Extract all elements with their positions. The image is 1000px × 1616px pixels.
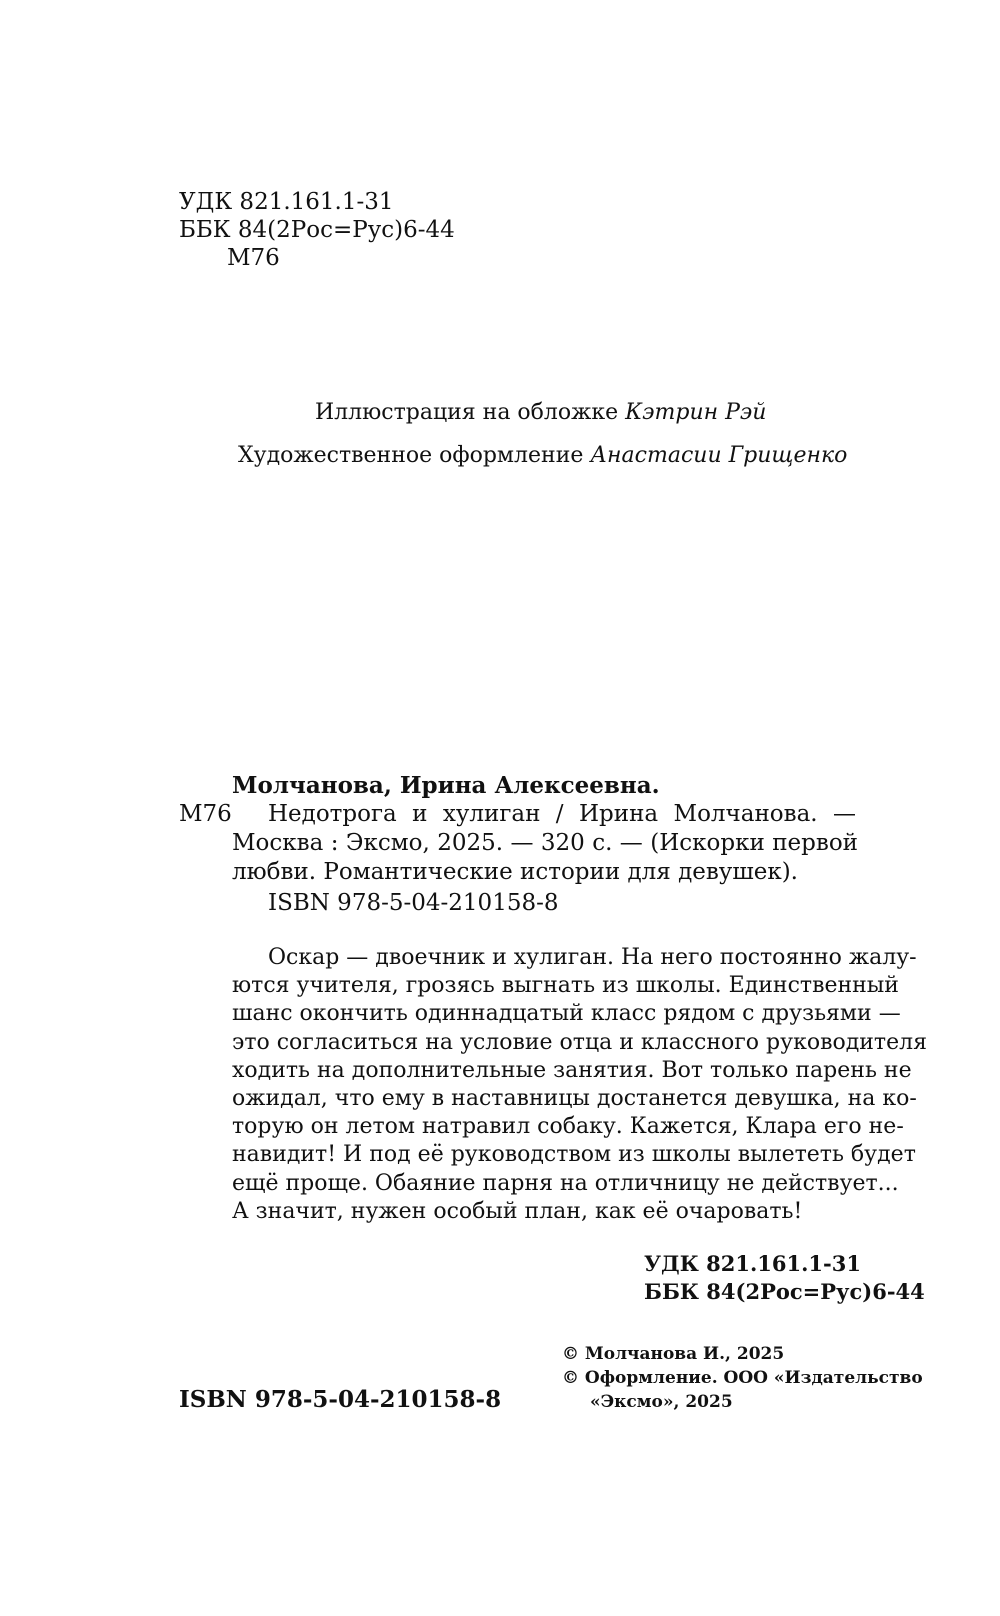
illustration-label: Иллюстрация на обложке (315, 400, 619, 425)
author-heading: Молчанова, Ирина Алексеевна. (232, 772, 660, 799)
illustration-credit (315, 398, 766, 428)
annotation-line: торую он летом натравил собаку. Кажется, Клара его не- (232, 1114, 904, 1140)
annotation-line: ожидал, что ему в наставницы достанется девушка, на ко- (232, 1086, 917, 1112)
bib-isbn: ISBN 978-5-04-210158-8 (268, 890, 559, 916)
illustration-name: Кэтрин Рэй (625, 400, 767, 425)
bib-mark: М76 (179, 801, 232, 827)
annotation-line: Оскар — двоечник и хулиган. На него постоянно жалу- (268, 945, 917, 970)
annotation-line: ходить на дополнительные занятия. Вот только парень не (232, 1057, 912, 1083)
classification-top (179, 188, 455, 272)
bbk-code: ББК 84(2Рос=Рус)6-44 (179, 217, 455, 243)
annotation-line: это согласиться на условие отца и классного руководителя (232, 1029, 927, 1055)
author-mark: М76 (227, 245, 280, 271)
bib-line: Москва : Эксмо, 2025. — 320 с. — (Искорки первой (232, 830, 858, 856)
isbn-bottom: ISBN 978-5-04-210158-8 (179, 1386, 502, 1413)
annotation-line: А значит, нужен особый план, как её очаровать! (232, 1198, 803, 1224)
classification-bottom (644, 1250, 925, 1306)
design-credit (238, 441, 847, 471)
udk-code-bottom: УДК 821.161.1-31 (644, 1251, 861, 1276)
bib-line: любви. Романтические истории для девушек). (232, 859, 798, 885)
copyright-design-cont: «Эксмо», 2025 (590, 1392, 733, 1412)
annotation-line: ещё проще. Обаяние парня на отличницу не действует... (232, 1170, 899, 1196)
bib-record (268, 800, 856, 829)
annotation-line: шанс окончить одиннадцатый класс рядом с друзьями — (232, 1001, 901, 1027)
bib-line: Недотрога и хулиган / Ирина Молчанова. — (268, 801, 856, 827)
annotation (232, 944, 927, 1226)
udk-code: УДК 821.161.1-31 (179, 189, 394, 215)
copyright-block (562, 1342, 923, 1414)
copyright-author: © Молчанова И., 2025 (562, 1344, 785, 1364)
annotation-line: ются учителя, грозясь выгнать из школы. Единственный (232, 973, 899, 999)
design-label: Художественное оформление (238, 443, 584, 468)
bib-record-cont (232, 829, 858, 858)
design-name: Анастасии Грищенко (590, 443, 848, 468)
copyright-design: © Оформление. ООО «Издательство (562, 1368, 923, 1388)
annotation-line: навидит! И под её руководством из школы вылететь будет (232, 1142, 916, 1168)
bbk-code-bottom: ББК 84(2Рос=Рус)6-44 (644, 1279, 925, 1304)
